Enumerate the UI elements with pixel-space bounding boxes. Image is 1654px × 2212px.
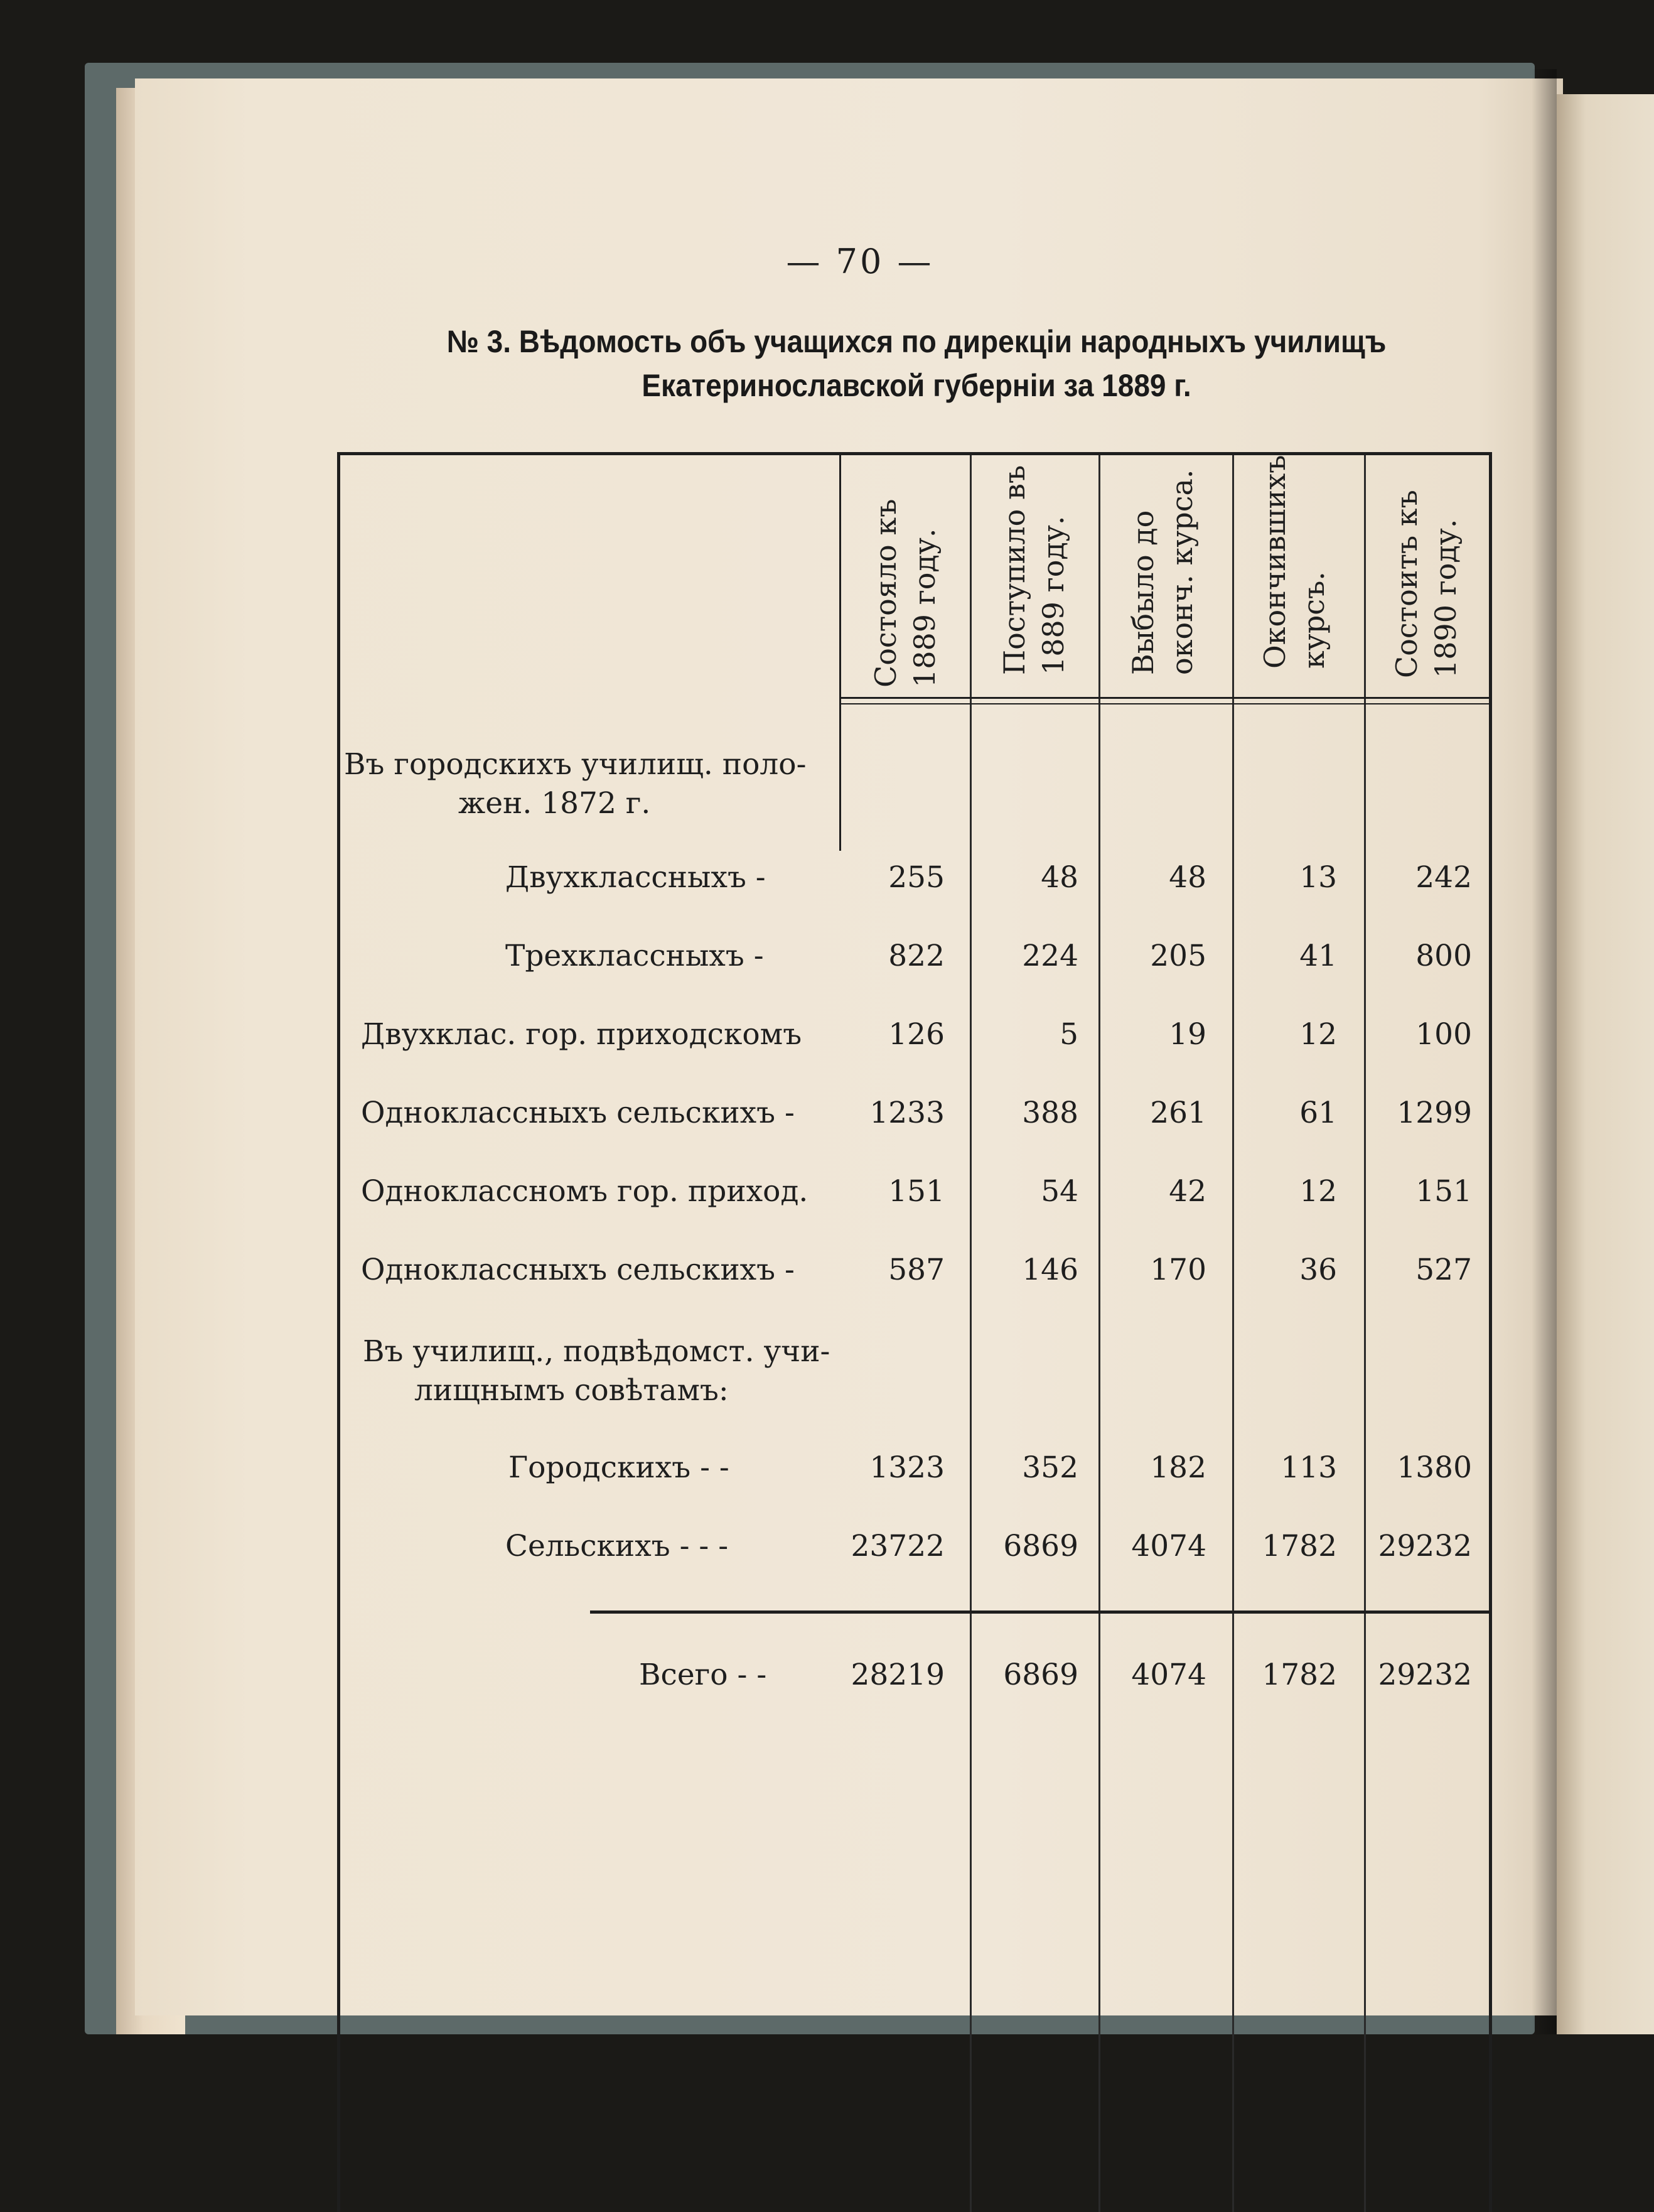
table-row-total-cell-5: 29232: [1378, 1658, 1472, 1692]
header-bottom-rule: [841, 697, 1489, 699]
table-row-5-cell-2: 54: [1041, 1174, 1078, 1209]
table-row-8-cell-3: 4074: [1131, 1529, 1206, 1563]
table-row-8-cell-1: 23722: [851, 1529, 945, 1563]
table-row-2-cell-2: 224: [1022, 939, 1078, 973]
table-row-7-cell-4: 113: [1281, 1450, 1337, 1485]
table-row-5-cell-4: 12: [1299, 1174, 1337, 1209]
table-row-8-cell-2: 6869: [1003, 1529, 1078, 1563]
table-row-7-cell-5: 1380: [1397, 1450, 1472, 1485]
table-row-total-cell-1: 28219: [851, 1658, 945, 1692]
table-row-total-cell-4: 1782: [1262, 1658, 1337, 1692]
table-row-1-cell-4: 13: [1299, 860, 1337, 895]
column-rule-2: [1098, 455, 1100, 2212]
table-row-6-label: Одноклассныхъ сельскихъ -: [361, 1253, 795, 1287]
table-row-1-label: Двухклассныхъ -: [505, 860, 766, 895]
table-left-rule: [337, 452, 340, 2212]
table-row-8-label: Сельскихъ - - -: [505, 1529, 729, 1563]
table-row-3-cell-5: 100: [1415, 1017, 1472, 1052]
column-header-2: [995, 465, 1073, 675]
document-title-line-2: Екатеринославской губерніи за 1889 г.: [642, 368, 1191, 403]
table-row-5-label: Одноклассномъ гор. приход.: [361, 1174, 808, 1209]
table-row-7-cell-1: 1323: [869, 1450, 945, 1485]
table-row-total-label: Всего - -: [639, 1658, 767, 1692]
table-row-1-cell-5: 242: [1415, 860, 1472, 895]
table-row-7-label: Городскихъ - -: [508, 1450, 729, 1485]
table-row-1-cell-2: 48: [1041, 860, 1078, 895]
table-row-6-cell-5: 527: [1415, 1253, 1472, 1287]
column-header-3-line-1: Выбыло до: [1126, 510, 1160, 675]
table-row-4-cell-1: 1233: [869, 1096, 945, 1130]
table-row-3-cell-1: 126: [888, 1017, 945, 1052]
column-rule-1: [970, 455, 972, 2212]
section-label-urban-schools-2: жен. 1872 г.: [458, 786, 651, 821]
table-row-5-cell-5: 151: [1415, 1174, 1472, 1209]
section-label-urban-schools-1: Въ городскихъ училищ. поло-: [344, 747, 807, 782]
column-header-4-line-1: Окончившихъ: [1258, 455, 1292, 669]
table-row-6-cell-2: 146: [1022, 1253, 1078, 1287]
column-header-2-line-2: 1889 году.: [1036, 515, 1070, 675]
table-row-5-cell-1: 151: [888, 1174, 945, 1209]
column-header-4: [1255, 455, 1333, 669]
table-row-3-cell-4: 12: [1299, 1017, 1337, 1052]
column-header-3-line-2: оконч. курса.: [1165, 469, 1199, 675]
table-row-4-label: Одноклассныхъ сельскихъ -: [361, 1096, 795, 1130]
table-row-8-cell-5: 29232: [1378, 1529, 1472, 1563]
label-column-rule: [839, 455, 841, 851]
header-bottom-rule-2: [841, 703, 1489, 704]
column-header-4-line-2: курсъ.: [1297, 571, 1331, 669]
total-rule: [590, 1610, 1489, 1614]
column-header-1-line-2: 1889 году.: [908, 528, 942, 688]
table-row-4-cell-5: 1299: [1397, 1096, 1472, 1130]
table-right-rule: [1489, 452, 1492, 2212]
column-header-5-line-2: 1890 году.: [1429, 519, 1463, 678]
facing-page-edge: [1557, 94, 1654, 2034]
table-row-total-cell-2: 6869: [1003, 1658, 1078, 1692]
table-row-4-cell-2: 388: [1022, 1096, 1078, 1130]
section-label-council-schools-2: лищнымъ совѣтамъ:: [414, 1373, 729, 1408]
table-row-5-cell-3: 42: [1169, 1174, 1206, 1209]
table-row-3-cell-3: 19: [1169, 1017, 1206, 1052]
table-row-6-cell-3: 170: [1150, 1253, 1206, 1287]
column-header-2-line-1: Поступило въ: [997, 465, 1031, 675]
table-row-6-cell-4: 36: [1299, 1253, 1337, 1287]
table-row-2-cell-4: 41: [1299, 939, 1337, 973]
table-row-1-cell-1: 255: [888, 860, 945, 895]
section-label-council-schools-1: Въ училищ., подвѣдомст. учи-: [363, 1334, 830, 1369]
column-header-3: [1124, 469, 1201, 675]
table-row-2-label: Трехклассныхъ -: [505, 939, 764, 973]
table-row-3-cell-2: 5: [1060, 1017, 1078, 1052]
column-rule-4: [1364, 455, 1366, 2212]
document-title-line-1: № 3. Вѣдомость объ учащихся по дирекціи народныхъ училищъ: [446, 324, 1387, 359]
table-row-8-cell-4: 1782: [1262, 1529, 1337, 1563]
table-row-2-cell-1: 822: [888, 939, 945, 973]
table-row-2-cell-3: 205: [1150, 939, 1206, 973]
column-header-5: [1387, 490, 1465, 678]
column-header-1-line-1: Состояло къ: [869, 499, 903, 688]
table-row-7-cell-2: 352: [1022, 1450, 1078, 1485]
column-rule-3: [1232, 455, 1234, 2212]
column-header-5-line-1: Состоитъ къ: [1390, 490, 1424, 678]
table-row-3-label: Двухклас. гор. приходскомъ: [361, 1017, 802, 1052]
table-row-1-cell-3: 48: [1169, 860, 1206, 895]
table-row-4-cell-4: 61: [1299, 1096, 1337, 1130]
table-row-2-cell-5: 800: [1415, 939, 1472, 973]
table-row-6-cell-1: 587: [888, 1253, 945, 1287]
page-number: — 70 —: [786, 242, 934, 281]
table-row-4-cell-3: 261: [1150, 1096, 1206, 1130]
binding-gutter: [1532, 69, 1557, 2034]
table-row-7-cell-3: 182: [1150, 1450, 1206, 1485]
table-row-total-cell-3: 4074: [1131, 1658, 1206, 1692]
column-header-1: [866, 499, 944, 688]
